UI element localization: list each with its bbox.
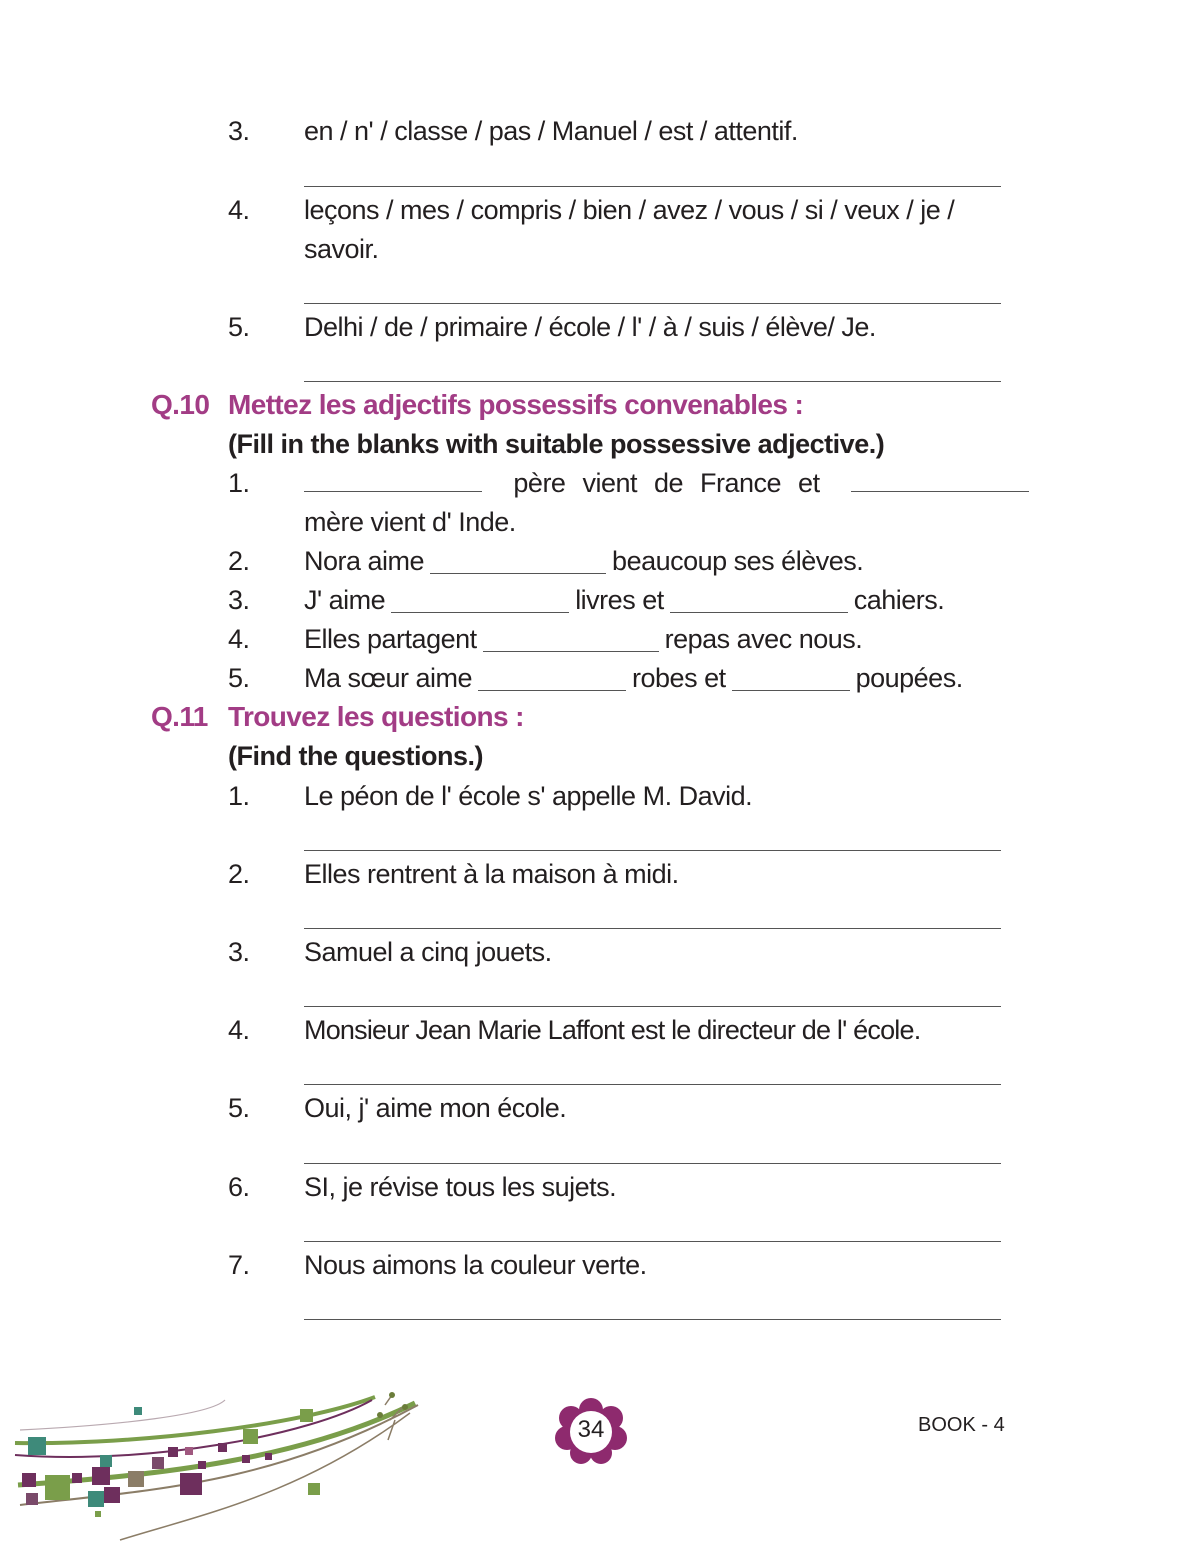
item-number: 7. [228,1250,250,1280]
fill-blank-text: poupées. [855,663,963,693]
fill-blank-text: mère vient d' Inde. [304,507,516,537]
question-subtitle: (Fill in the blanks with suitable possessive adjective.) [228,429,885,459]
page-number: 34 [577,1416,605,1443]
question-title: Mettez les adjectifs possessifs convenables : [228,389,804,420]
answer-line[interactable] [304,1163,1001,1164]
answer-sentence: Le péon de l' école s' appelle M. David. [304,781,753,811]
blank-field[interactable] [670,612,848,613]
item-number: 2. [228,859,250,889]
answer-line[interactable] [304,186,1001,187]
item-number: 3. [228,116,250,146]
fill-blank-line [304,544,863,578]
answer-sentence: Samuel a cinq jouets. [304,937,552,967]
exercise-sentence: Delhi / de / primaire / école / l' / à / suis / élève/ Je. [304,312,876,342]
item-number: 5. [228,663,250,693]
fill-blank-text: Nora aime [304,546,425,576]
answer-line[interactable] [304,1006,1001,1007]
fill-blank-line [304,583,944,617]
answer-line[interactable] [304,381,1001,382]
item-number: 3. [228,585,250,615]
answer-line[interactable] [304,1319,1001,1320]
item-number: 5. [228,312,250,342]
question-number: Q.11 [151,701,208,732]
item-number: 5. [228,1093,250,1123]
answer-sentence: Elles rentrent à la maison à midi. [304,859,679,889]
item-number: 4. [228,624,250,654]
answer-sentence: SI, je révise tous les sujets. [304,1172,617,1202]
answer-sentence: Oui, j' aime mon école. [304,1093,567,1123]
fill-blank-line [304,661,963,695]
fill-blank-line [304,622,862,656]
exercise-sentence: leçons / mes / compris / bien / avez / vous / si / veux / je / [304,195,955,225]
question-subtitle: (Find the questions.) [228,741,483,771]
blank-field[interactable] [851,491,1029,492]
fill-blank-text: livres et [575,585,664,615]
fill-blank-text: beaucoup ses élèves. [612,546,864,576]
fill-blank-text: cahiers. [853,585,945,615]
answer-sentence: Monsieur Jean Marie Laffont est le directeur de l' école. [304,1015,921,1045]
answer-line[interactable] [304,928,1001,929]
blank-field[interactable] [430,573,606,574]
blank-field[interactable] [732,690,850,691]
item-number: 6. [228,1172,250,1202]
blank-field[interactable] [483,651,659,652]
page-number-badge [555,1398,627,1464]
fill-blank-text: Elles partagent [304,624,477,654]
item-number: 4. [228,195,250,225]
item-number: 4. [228,1015,250,1045]
fill-blank-text: robes et [632,663,726,693]
blank-field[interactable] [391,612,569,613]
fill-blank-text: Ma sœur aime [304,663,473,693]
fill-blank-line [304,466,1029,500]
question-title: Trouvez les questions : [228,701,524,732]
book-label: BOOK - 4 [918,1414,1005,1436]
fill-blank-text: repas avec nous. [664,624,863,654]
answer-sentence: Nous aimons la couleur verte. [304,1250,647,1280]
question-number: Q.10 [151,389,210,420]
item-number: 1. [228,468,250,498]
fill-blank-text: J' aime [304,585,386,615]
exercise-sentence: en / n' / classe / pas / Manuel / est / attentif. [304,116,798,146]
blank-field[interactable] [478,690,626,691]
answer-line[interactable] [304,850,1001,851]
exercise-sentence-cont: savoir. [304,234,379,264]
blank-field[interactable] [304,491,482,492]
answer-line[interactable] [304,1241,1001,1242]
answer-line[interactable] [304,1084,1001,1085]
item-number: 2. [228,546,250,576]
item-number: 1. [228,781,250,811]
decorative-swirl-graphic [0,1385,430,1545]
fill-blank-text: père vient de France et [513,468,820,498]
item-number: 3. [228,937,250,967]
answer-line[interactable] [304,303,1001,304]
